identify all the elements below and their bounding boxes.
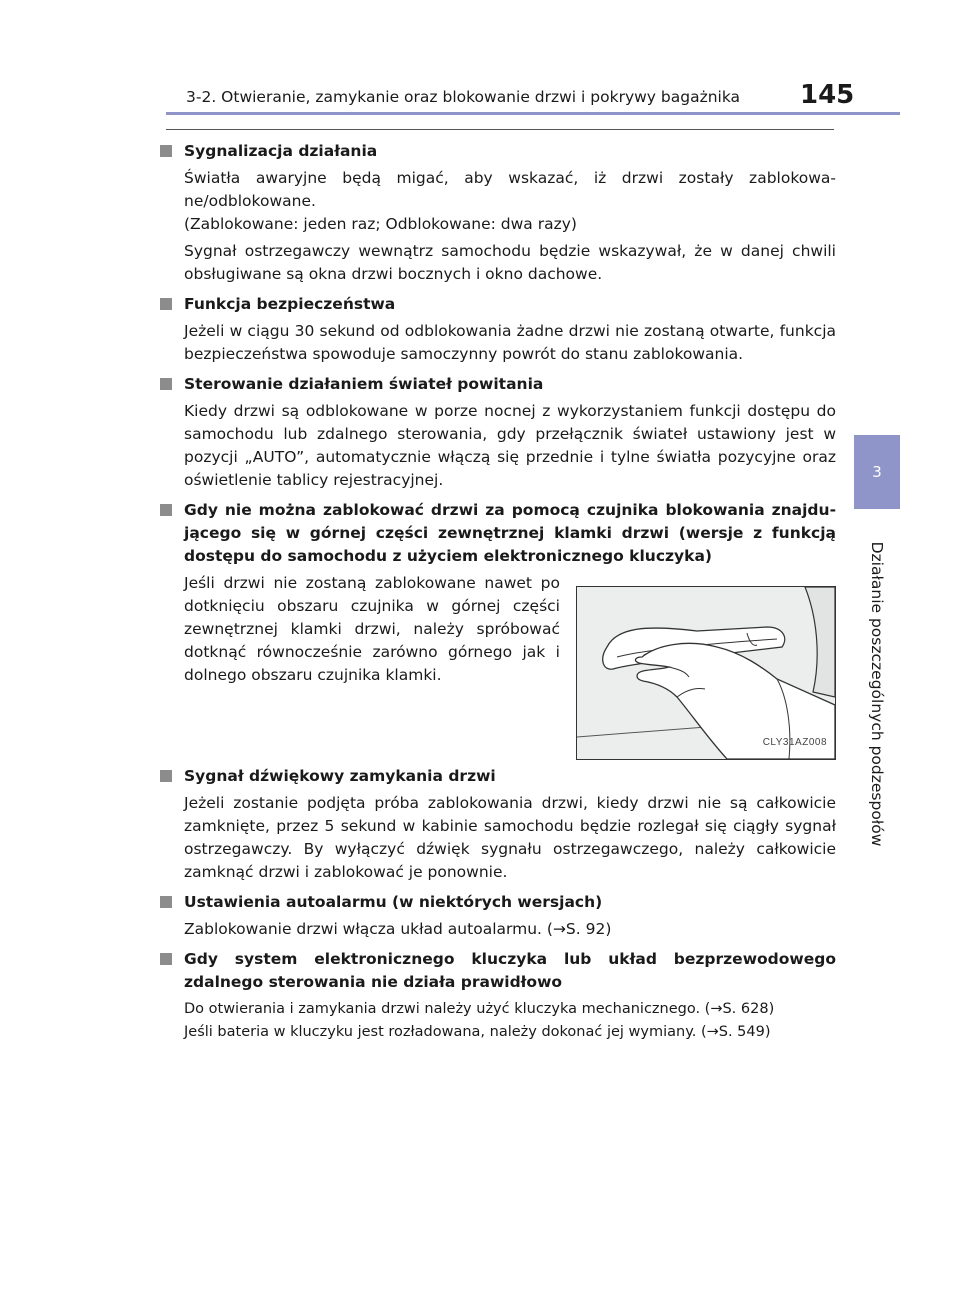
figure-code: CLY31AZ008 [762, 737, 827, 748]
paragraph: Jeśli drzwi nie zostaną zablokowane nawet po dotknięciu obszaru czujnika w górnej części zewnętrznej klamki drzwi, należy spróbować dotknąć równocześnie zarówno górnego jak i dolnego obszaru czujnika klamki. [184, 574, 560, 684]
text-with-figure [160, 572, 836, 760]
paragraph: Jeżeli zostanie podjęta próba zablokowania drzwi, kiedy drzwi nie są całkowicie zamknięte, przez 5 sekund w kabinie samochodu będzie rozlegał się ciągły sygnał ostrzegawczy. By wyłączyć dźwięk sygnału ostrzegawczego, należy całkowicie zamknąć drzwi i zablokować je ponownie. [184, 794, 836, 881]
section-heading: Gdy system elektronicznego kluczyka lub układ bezprzewodowego zdalnego sterowania nie działa prawidłowo [160, 948, 836, 994]
square-bullet-icon [160, 953, 172, 965]
section-heading: Sterowanie działaniem świateł powitania [160, 373, 836, 396]
content-rule [166, 129, 834, 130]
section-key-malfunction [160, 948, 836, 1044]
section-lock-sensor [160, 499, 836, 760]
chapter-tab[interactable]: 3 [854, 435, 900, 509]
section-door-buzzer [160, 765, 836, 884]
header-rule [166, 112, 900, 115]
section-heading: Sygnał dźwiękowy zamykania drzwi [160, 765, 836, 788]
section-welcome-lights [160, 373, 836, 492]
section-signaling [160, 140, 836, 286]
square-bullet-icon [160, 504, 172, 516]
section-heading: Ustawienia autoalarmu (w niektórych wersjach) [160, 891, 836, 914]
paragraph: Do otwierania i zamykania drzwi należy użyć kluczyka mechanicznego. (→S. 628) [184, 1001, 775, 1017]
section-safety-function [160, 293, 836, 366]
section-heading: Gdy nie można zablokować drzwi za pomocą czujnika blokowania znajdującego się w górnej części zewnętrznej klamki drzwi (wersje z funkcją dostępu do samochodu z użyciem elektronicznego kluczyka) [160, 499, 836, 568]
square-bullet-icon [160, 770, 172, 782]
square-bullet-icon [160, 298, 172, 310]
square-bullet-icon [160, 896, 172, 908]
chapter-label: Działanie poszczególnych podzespołów [868, 541, 886, 847]
section-heading: Sygnalizacja działania [160, 140, 836, 163]
paragraph: Kiedy drzwi są odblokowane w porze nocnej z wykorzystaniem funkcji dostępu do samochodu lub zdalnego sterowania, gdy przełącznik świateł ustawiony jest w pozycji „AUTO”, automatycznie włączą się przednie i tylne światła pozycyjne oraz oświetlenie tablicy rejestracyjnej. [184, 402, 836, 489]
paragraph: Światła awaryjne będą migać, aby wskazać, iż drzwi zostały zablokowane/odblokowane. [184, 169, 836, 210]
square-bullet-icon [160, 145, 172, 157]
square-bullet-icon [160, 378, 172, 390]
page-content [160, 140, 836, 1051]
paragraph: (Zablokowane: jeden raz; Odblokowane: dwa razy) [184, 215, 577, 233]
door-handle-illustration [576, 586, 836, 760]
section-alarm-settings [160, 891, 836, 941]
paragraph: Jeśli bateria w kluczyku jest rozładowana, należy dokonać jej wymiany. (→S. 549) [184, 1024, 771, 1040]
paragraph: Sygnał ostrzegawczy wewnątrz samochodu będzie wskazywał, że w danej chwili obsługiwane są okna drzwi bocznych i okno dachowe. [184, 242, 836, 283]
page-number: 145 [800, 80, 855, 110]
section-heading: Funkcja bezpieczeństwa [160, 293, 836, 316]
paragraph: Zablokowanie drzwi włącza układ autoalarmu. (→S. 92) [184, 920, 612, 938]
running-header: 3-2. Otwieranie, zamykanie oraz blokowanie drzwi i pokrywy bagażnika [186, 88, 741, 106]
paragraph: Jeżeli w ciągu 30 sekund od odblokowania żadne drzwi nie zostaną otwarte, funkcja bezpieczeństwa spowoduje samoczynny powrót do stanu zablokowania. [184, 322, 836, 363]
